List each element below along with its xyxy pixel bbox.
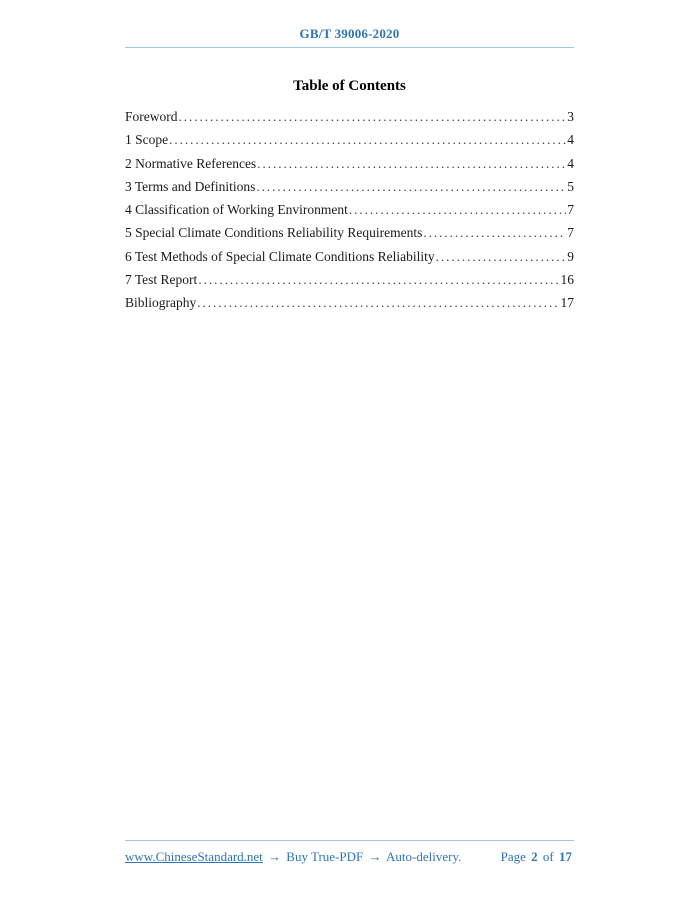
toc-dot-leader <box>198 272 559 288</box>
toc-dot-leader <box>169 132 566 148</box>
page-title: Table of Contents <box>293 78 406 94</box>
arrow-right-icon: → <box>268 849 282 864</box>
toc-dot-leader <box>436 249 567 265</box>
toc-page-number: 16 <box>560 272 574 288</box>
toc-dot-leader <box>179 109 567 125</box>
toc-entry-label: 2 Normative References <box>125 155 257 171</box>
footer-delivery-text: Auto-delivery. <box>386 849 462 864</box>
toc-page-number: 7 <box>567 202 574 218</box>
of-label: of <box>542 849 554 864</box>
current-page-number: 2 <box>531 849 538 864</box>
total-page-number: 17 <box>559 849 572 864</box>
toc-row <box>125 202 574 225</box>
toc-row <box>125 132 574 155</box>
footer-buy-text: Buy True-PDF <box>286 849 364 864</box>
toc-row <box>125 156 574 179</box>
standard-number-header: GB/T 39006-2020 <box>299 26 400 41</box>
footer-promo <box>125 849 461 865</box>
website-link[interactable]: www.ChineseStandard.net <box>125 849 263 864</box>
toc-page-number: 4 <box>567 132 574 148</box>
toc-entry-label: 6 Test Methods of Special Climate Conditions Reliability <box>125 248 435 264</box>
arrow-right-icon: → <box>368 849 382 864</box>
toc-list <box>125 109 574 319</box>
page-footer <box>125 849 574 865</box>
toc-dot-leader <box>423 225 566 241</box>
toc-row <box>125 272 574 295</box>
toc-entry-label: 5 Special Climate Conditions Reliability Requirements <box>125 225 423 241</box>
toc-row <box>125 295 574 318</box>
toc-row <box>125 179 574 202</box>
toc-entry-label: 3 Terms and Definitions <box>125 178 256 194</box>
toc-row <box>125 109 574 132</box>
toc-dot-leader <box>257 156 566 172</box>
toc-page-number: 3 <box>567 109 574 124</box>
toc-entry-label: Bibliography <box>125 295 197 311</box>
toc-entry-label: 4 Classification of Working Environment <box>125 202 348 218</box>
toc-page-number: 17 <box>560 295 574 311</box>
toc-entry-label: 7 Test Report <box>125 272 198 288</box>
page-label: Page <box>500 849 526 864</box>
toc-page-number: 7 <box>567 225 574 241</box>
toc-row <box>125 249 574 272</box>
toc-dot-leader <box>197 295 559 311</box>
header-divider <box>125 47 574 48</box>
footer-page-indicator <box>501 849 574 865</box>
toc-entry-label: Foreword <box>125 109 178 124</box>
footer-divider <box>125 840 574 841</box>
toc-dot-leader <box>349 202 566 218</box>
toc-page-number: 5 <box>567 178 574 194</box>
toc-page-number: 4 <box>567 155 574 171</box>
toc-row <box>125 225 574 248</box>
toc-dot-leader <box>256 179 566 195</box>
toc-page-number: 9 <box>567 248 574 264</box>
toc-entry-label: 1 Scope <box>125 132 169 148</box>
